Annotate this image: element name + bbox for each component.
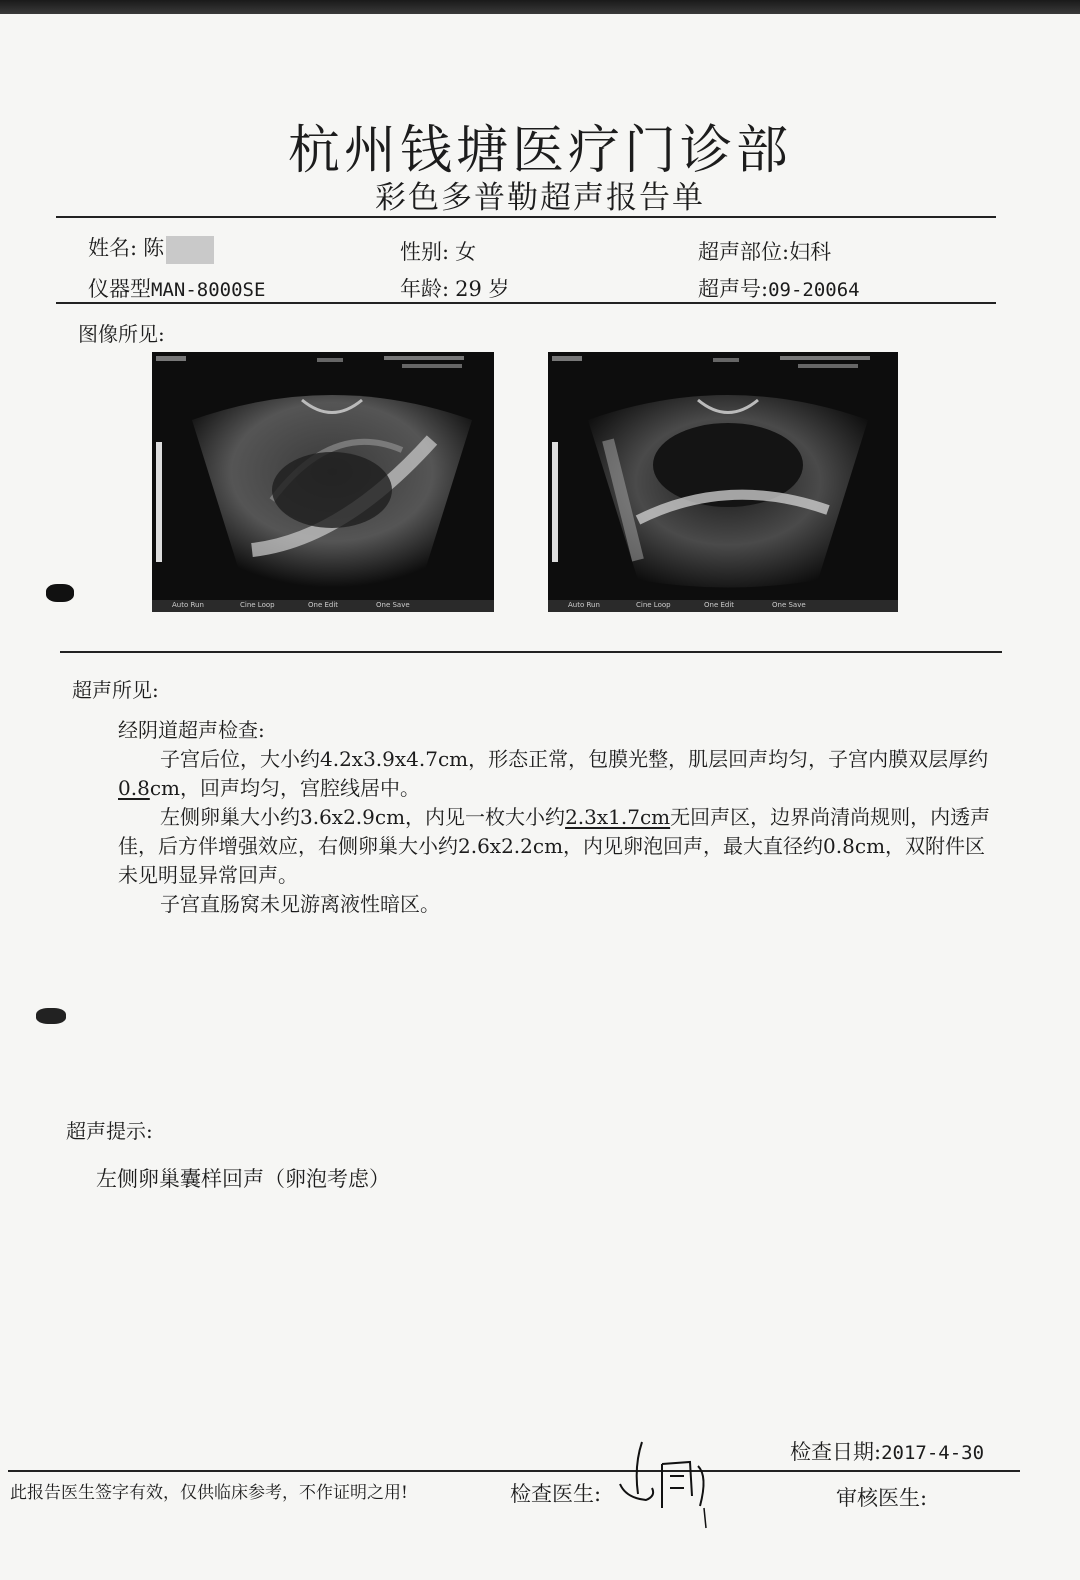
findings-label: 超声所见:	[72, 678, 159, 702]
ultrasound-footer-button: One Save	[772, 601, 806, 609]
ultrasound-scan-2	[578, 380, 878, 590]
exam-date-label: 检查日期:	[790, 1440, 882, 1464]
findings-paragraph-uterus	[118, 745, 998, 803]
age-field	[400, 273, 509, 303]
impression-label: 超声提示:	[66, 1119, 153, 1143]
ultrasound-footer-bar	[548, 600, 898, 612]
age-label: 年龄:	[400, 277, 450, 301]
ultrasound-header-overlay	[548, 352, 898, 374]
exam-date-field	[790, 1436, 984, 1466]
ultrasound-scan-1	[182, 380, 482, 590]
cyst-size: 2.3x1.7cm	[565, 805, 671, 829]
name-value: 陈	[143, 236, 165, 260]
ultrasound-footer-button: Auto Run	[172, 601, 204, 609]
footer-rule	[8, 1470, 1020, 1472]
examiner-label: 检查医生:	[510, 1482, 602, 1506]
ovary-text-a: 左侧卵巢大小约3.6x2.9cm，内见一枚大小约	[160, 805, 566, 829]
us-number-label: 超声号:	[698, 277, 769, 301]
device-label: 仪器型	[88, 277, 151, 301]
device-value: MAN-8000SE	[151, 279, 266, 301]
findings-paragraph-ovary	[118, 803, 998, 890]
name-redaction	[166, 236, 214, 264]
scan-artifact-mark	[46, 584, 74, 602]
header-rule-bottom	[56, 302, 996, 304]
part-label: 超声部位:	[698, 240, 790, 264]
ultrasound-footer-button: One Save	[376, 601, 410, 609]
exam-part-field	[698, 236, 831, 266]
part-value: 妇科	[789, 240, 832, 264]
us-number-value: 09-20064	[768, 279, 860, 301]
grayscale-bar	[552, 442, 558, 562]
ultrasound-footer-bar	[152, 600, 494, 612]
ultrasound-image-2	[548, 352, 898, 612]
section-rule	[60, 651, 1002, 653]
findings-paragraph-pouch: 子宫直肠窝未见游离液性暗区。	[160, 892, 440, 916]
scan-shadow-band	[0, 0, 1080, 14]
scan-artifact-mark	[36, 1008, 66, 1024]
device-field	[88, 273, 265, 303]
sex-label: 性别:	[400, 240, 450, 264]
ultrasound-footer-button: One Edit	[308, 601, 339, 609]
ultrasound-footer-button: One Edit	[704, 601, 735, 609]
uterus-text-b: cm，回声均匀，宫腔线居中。	[149, 776, 420, 800]
images-label: 图像所见:	[78, 322, 165, 346]
findings-method: 经阴道超声检查:	[118, 718, 265, 742]
age-value: 29 岁	[455, 277, 510, 301]
patient-sex-field	[400, 236, 476, 266]
ultrasound-footer-button: Auto Run	[568, 601, 600, 609]
reviewer-label: 审核医生:	[836, 1486, 928, 1510]
grayscale-bar	[156, 442, 162, 562]
uterus-text-a: 子宫后位，大小约4.2x3.9x4.7cm，形态正常，包膜光整，肌层回声均匀，子宫内膜双层厚约	[160, 747, 989, 771]
name-label: 姓名:	[88, 236, 138, 260]
impression-text: 左侧卵巢囊样回声（卵泡考虑）	[96, 1167, 390, 1191]
disclaimer: 此报告医生签字有效，仅供临床参考，不作证明之用!	[10, 1483, 408, 1503]
exam-date-value: 2017-4-30	[881, 1442, 985, 1464]
sex-value: 女	[455, 240, 477, 264]
patient-name-field	[88, 232, 214, 264]
ultrasound-image-1	[152, 352, 494, 612]
ultrasound-footer-button: Cine Loop	[240, 601, 275, 609]
findings-body	[118, 716, 998, 919]
ultrasound-header-overlay	[152, 352, 494, 374]
ovary-text-b: 无回声区，边界尚清尚规则，内透声佳，后方伴增强效应，右侧卵巢大小约2.6x2.2cm，内见卵泡回声，最大直径约0.8cm，双附件区未见明显异常回声。	[118, 805, 991, 887]
header-rule-top	[56, 216, 996, 218]
us-number-field	[698, 273, 860, 303]
ultrasound-footer-button: Cine Loop	[636, 601, 671, 609]
examiner-signature	[612, 1436, 722, 1536]
endometrium-thickness: 0.8	[118, 776, 150, 800]
hospital-name: 杭州钱塘医疗门诊部	[287, 121, 792, 181]
report-title: 彩色多普勒超声报告单	[375, 180, 705, 216]
